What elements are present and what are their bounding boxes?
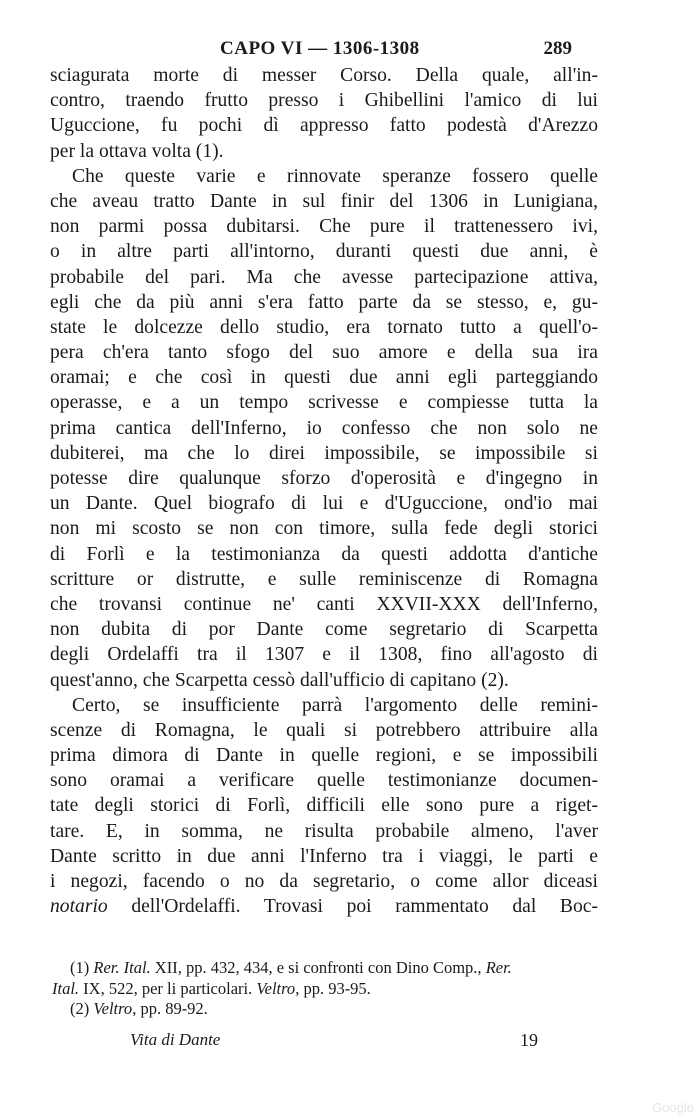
text-line: i negozi, facendo o no da segretario, o come allor diceasi	[50, 871, 598, 892]
text-line: dubiterei, ma che lo direi impossibile, se impossibile si	[50, 442, 598, 464]
signature-title: Vita di Dante	[130, 1030, 221, 1049]
page-number: 289	[543, 38, 572, 59]
text-line: tare. E, in somma, ne risulta probabile almeno, l'aver	[50, 820, 598, 842]
footnote-citation: Rer. Ital.	[93, 958, 151, 977]
footnote-2	[70, 999, 600, 1020]
text-line: Dante scritto in due anni l'Inferno tra i viaggi, le parti e	[50, 845, 598, 867]
body-text	[50, 63, 598, 919]
text-line-rest: dell'Ordelaffi. Trovasi poi rammentato dal Boc-	[131, 896, 598, 918]
text-line: oramai; e che così in questi due anni egli parteggiando	[50, 367, 598, 389]
footnote-text: XII, pp. 432, 434, e si confronti con Dino Comp.,	[150, 958, 486, 977]
text-line: degli Ordelaffi tra il 1307 e il 1308, fino all'agosto di	[50, 644, 598, 666]
text-line: contro, traendo frutto presso i Ghibellini l'amico di lui	[50, 90, 598, 112]
footnote-citation: Ital.	[52, 978, 80, 998]
text-line: un Dante. Quel biografo di lui e d'Uguccione, ond'io mai	[50, 493, 598, 515]
text-line: per la ottava volta (1).	[50, 140, 224, 162]
footnote-marker: (2)	[70, 999, 94, 1018]
text-line: prima dimora di Dante in quelle regioni, e se impossibili	[50, 745, 598, 767]
text-line: state le dolcezze dello studio, era tornato tutto a quell'o-	[50, 316, 598, 338]
text-line: Certo, se insufficiente parrà l'argomento delle remini-	[72, 694, 598, 716]
footnote-citation: Veltro	[256, 978, 296, 998]
text-line: sono oramai a verificare quelle testimonianze documen-	[50, 770, 598, 792]
text-line: di Forlì e la testimonianza da questi addotta d'antiche	[50, 543, 598, 565]
footnote-text: IX, 522, per li particolari.	[79, 978, 257, 998]
footnotes	[52, 958, 600, 1020]
running-head: CAPO VI — 1306-1308	[220, 38, 420, 59]
text-line: o in altre parti all'intorno, duranti questi due anni, è	[50, 241, 598, 263]
text-line: non parmi possa dubitarsi. Che pure il trattenessero ivi,	[50, 216, 598, 238]
text-line: quest'anno, che Scarpetta cessò dall'ufficio di capitano (2).	[50, 669, 509, 691]
page-header	[50, 38, 572, 64]
text-line: non mi scosto se non con timore, sulla fede degli storici	[50, 518, 598, 540]
text-line: che trovansi continue ne' canti XXVII-XXX dell'Inferno,	[50, 593, 598, 615]
text-line: potesse dire qualunque sforzo d'operosità e d'ingegno in	[50, 468, 598, 489]
italic-word: notario	[50, 896, 108, 918]
text-line: Uguccione, fu pochi dì appresso fatto podestà d'Arezzo	[50, 115, 598, 137]
text-line: che aveau tratto Dante in sul finir del 1306 in Lunigiana,	[50, 190, 598, 212]
text-line: scritture or distrutte, e sulle reminiscenze di Romagna	[50, 568, 598, 590]
text-line: sciagurata morte di messer Corso. Della quale, all'in-	[50, 65, 598, 86]
google-watermark: Google	[652, 1100, 694, 1115]
footnote-citation: Rer.	[485, 958, 512, 977]
footnote-1-cont	[52, 979, 600, 1000]
footnote-text: , pp. 89-92.	[132, 999, 208, 1018]
footnote-1	[70, 958, 600, 979]
text-line: probabile del pari. Ma che avesse partecipazione attiva,	[50, 266, 598, 288]
footnote-text: , pp. 93-95.	[295, 978, 371, 998]
footnote-marker: (1)	[70, 958, 94, 977]
text-line-with-italic	[50, 894, 598, 919]
text-line: egli che da più anni s'era fatto parte da se stesso, e, gu-	[50, 291, 598, 313]
text-line: prima cantica dell'Inferno, io confesso che non solo ne	[50, 417, 598, 439]
text-line: tate degli storici di Forlì, difficili elle sono pure a riget-	[50, 795, 598, 817]
text-line: Che queste varie e rinnovate speranze fossero quelle	[72, 165, 598, 187]
text-line: non dubita di por Dante come segretario di Scarpetta	[50, 619, 598, 641]
text-line: operasse, e a un tempo scrivesse e compiesse tutta la	[50, 392, 598, 414]
signature-number: 19	[520, 1030, 538, 1050]
footnote-citation: Veltro	[93, 999, 133, 1018]
text-line: pera ch'era tanto sfogo del suo amore e della sua ira	[50, 342, 598, 364]
text-line: scenze di Romagna, le quali si potrebbero attribuire alla	[50, 719, 598, 741]
